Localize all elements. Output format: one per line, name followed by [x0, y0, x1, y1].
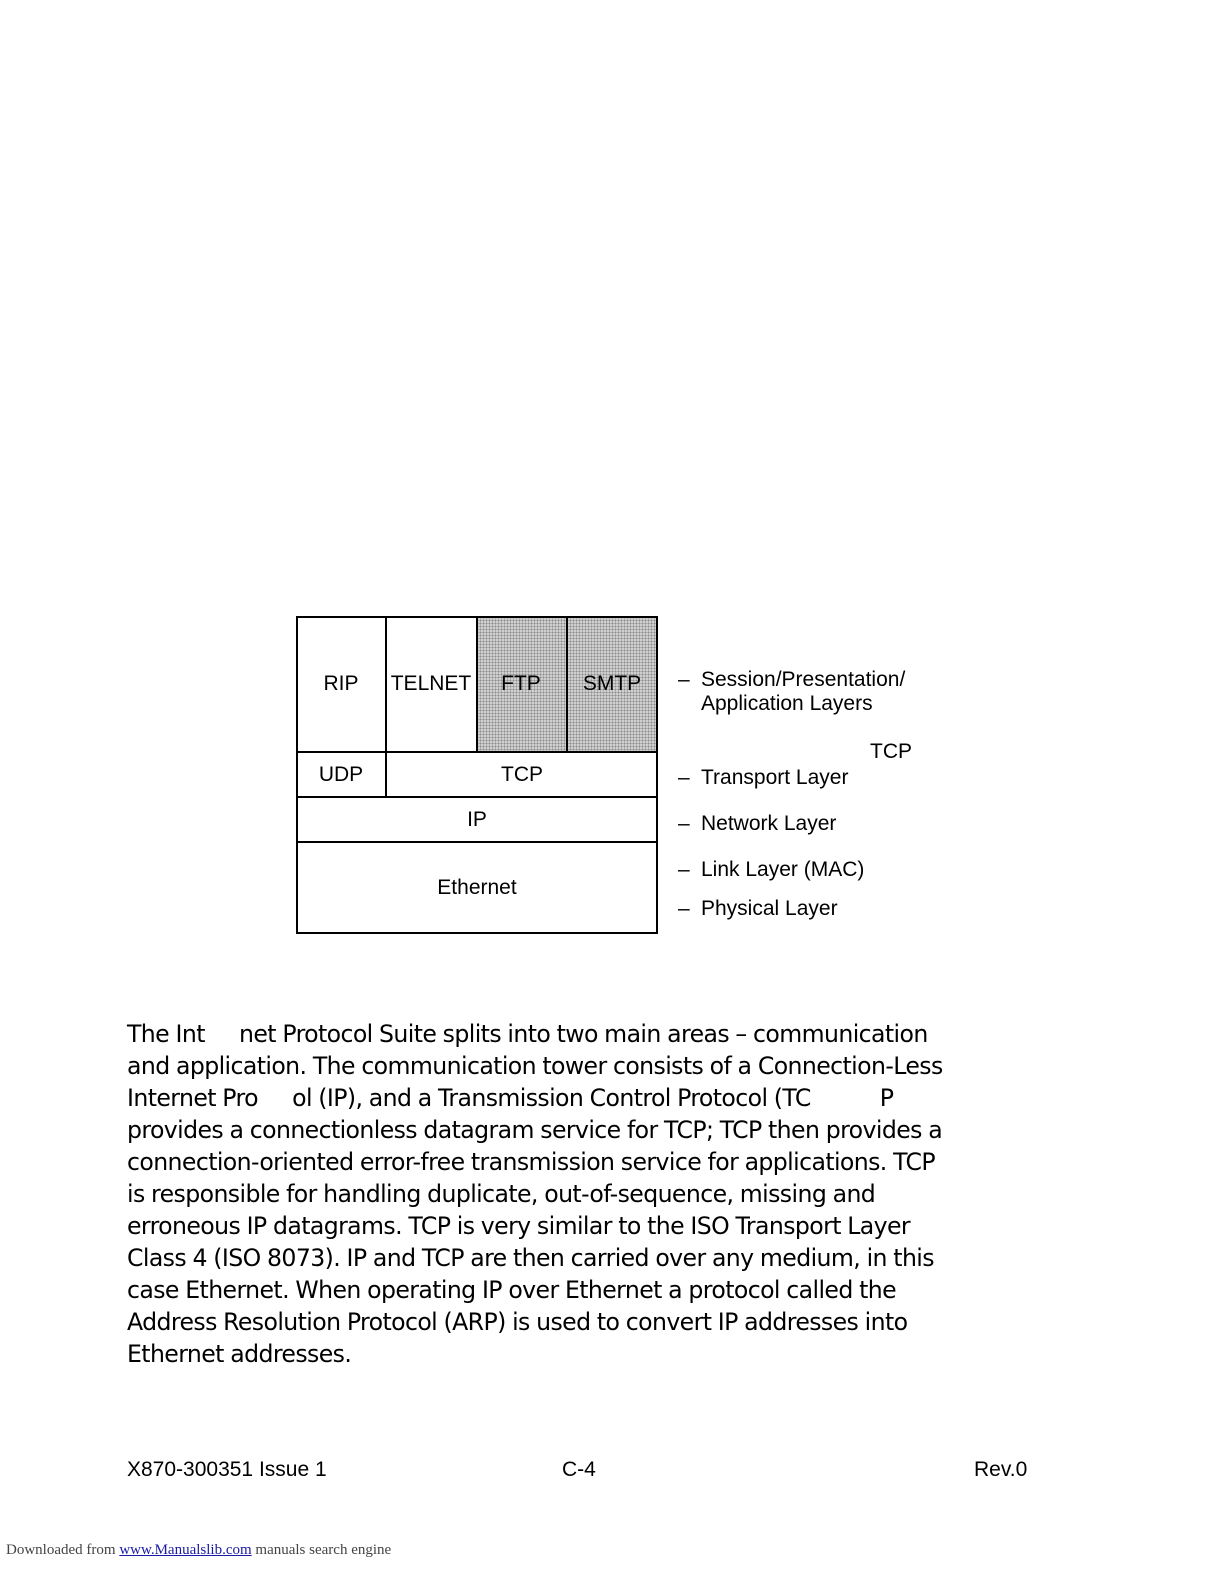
dash: – [678, 858, 690, 881]
tcp-tag: TCP [870, 740, 912, 763]
physical-label: Physical Layer [701, 897, 838, 920]
ethernet-cell: Ethernet [437, 876, 517, 899]
footer-revision: Rev.0 [974, 1458, 1028, 1481]
diagram-bottom-border [296, 932, 658, 934]
paragraph-line: erroneous IP datagrams. TCP is very similar to the ISO Transport Layer [127, 1212, 911, 1240]
paragraph-line: is responsible for handling duplicate, out-of-sequence, missing and [127, 1180, 876, 1208]
diagram-left-border [296, 616, 298, 934]
dash: – [678, 766, 690, 789]
paragraph-line: connection-oriented error-free transmission service for applications. TCP [127, 1148, 936, 1176]
layer-label-application [678, 668, 905, 716]
paragraph-line: case Ethernet. When operating IP over Ethernet a protocol called the [127, 1276, 897, 1304]
ftp-cell: FTP [476, 616, 566, 752]
udp-cell: UDP [318, 762, 364, 786]
layer-label-physical [678, 897, 838, 921]
protocol-stack-diagram [296, 616, 658, 934]
download-prefix: Downloaded from [6, 1542, 120, 1558]
diagram-divider [296, 751, 658, 753]
telnet-cell: TELNET [390, 672, 472, 695]
layer-label-transport [678, 766, 848, 790]
diagram-divider [566, 616, 568, 752]
paragraph-line: Address Resolution Protocol (ARP) is used to convert IP addresses into [127, 1308, 908, 1336]
footer-doc-id: X870-300351 Issue 1 [127, 1458, 327, 1481]
link-label: Link Layer (MAC) [701, 858, 865, 881]
network-label: Network Layer [701, 812, 837, 835]
dash: – [678, 812, 690, 835]
smtp-cell: SMTP [566, 616, 658, 752]
download-suffix: manuals search engine [251, 1542, 392, 1558]
diagram-divider [296, 841, 658, 843]
dash: – [678, 668, 690, 691]
paragraph-line: The Int net Protocol Suite splits into two main areas – communication [127, 1020, 928, 1048]
layer-label-link [678, 858, 864, 882]
application-label-line1: Session/Presentation/ [701, 668, 906, 691]
paragraph-line: Internet Pro ol (IP), and a Transmission Control Protocol (TC P [127, 1084, 894, 1112]
transport-label: Transport Layer [701, 766, 849, 789]
diagram-divider [296, 796, 658, 798]
dash: – [678, 897, 690, 920]
rip-cell: RIP [323, 672, 359, 695]
tcp-cell: TCP [501, 762, 543, 786]
diagram-right-border [656, 616, 658, 934]
ip-cell: IP [467, 807, 487, 831]
download-note [6, 1542, 391, 1559]
diagram-divider [385, 616, 387, 797]
paragraph-line: Ethernet addresses. [127, 1340, 352, 1368]
diagram-divider [476, 616, 478, 752]
paragraph-line: Class 4 (ISO 8073). IP and TCP are then carried over any medium, in this [127, 1244, 934, 1272]
body-paragraph [127, 1018, 1057, 1370]
layer-label-network [678, 812, 836, 836]
application-label-line2: Application Layers [701, 692, 873, 715]
footer-page-number: C-4 [562, 1458, 596, 1481]
manualslib-link[interactable]: www.Manualslib.com [119, 1542, 252, 1558]
paragraph-line: provides a connectionless datagram service for TCP; TCP then provides a [127, 1116, 943, 1144]
paragraph-line: and application. The communication tower consists of a Connection-Less [127, 1052, 943, 1080]
